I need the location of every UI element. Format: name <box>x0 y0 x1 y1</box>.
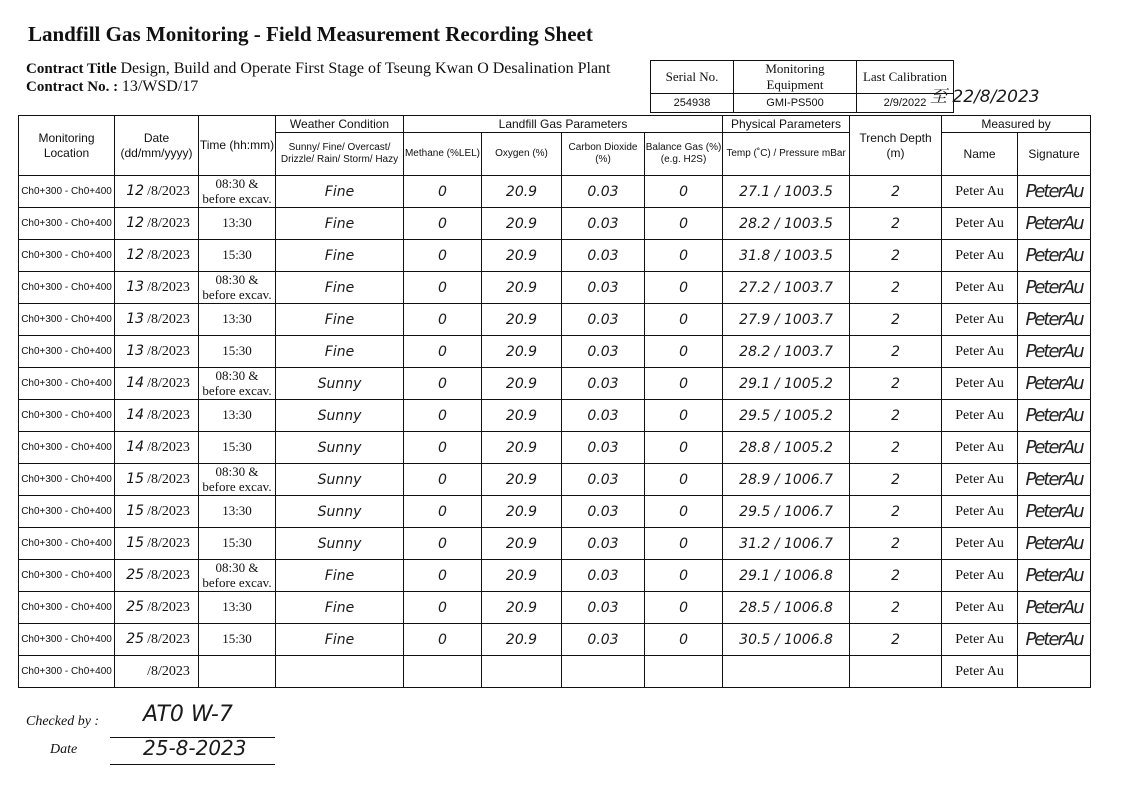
date-month-year: /8/2023 <box>147 472 190 487</box>
date-cell <box>115 624 199 656</box>
location-cell: Ch0+300 - Ch0+400 <box>19 464 115 496</box>
header-weather-sub: Sunny/ Fine/ Overcast/ Drizzle/ Rain/ Storm/ Hazy <box>276 133 404 176</box>
date-day: 12 <box>126 247 145 263</box>
name-cell: Peter Au <box>942 432 1018 464</box>
temp-pressure-cell: 28.2 / 1003.5 <box>723 208 850 240</box>
location-cell: Ch0+300 - Ch0+400 <box>19 624 115 656</box>
oxygen-cell: 20.9 <box>482 400 562 432</box>
date-month-year: /8/2023 <box>147 504 190 519</box>
time-cell: 13:30 <box>199 304 276 336</box>
date-cell <box>115 560 199 592</box>
signature-cell: PeterAu <box>1018 432 1091 464</box>
methane-cell: 0 <box>404 496 482 528</box>
time-cell: 15:30 <box>199 432 276 464</box>
oxygen-cell <box>482 656 562 688</box>
trench-depth-cell: 2 <box>850 400 942 432</box>
table-row <box>19 464 1091 496</box>
location-cell: Ch0+300 - Ch0+400 <box>19 496 115 528</box>
date-day: 13 <box>126 279 145 295</box>
balance-cell: 0 <box>645 240 723 272</box>
name-cell: Peter Au <box>942 592 1018 624</box>
date-day: 14 <box>126 375 145 391</box>
checked-by-signature: AT0 W-7 <box>143 702 233 727</box>
time-cell: 15:30 <box>199 624 276 656</box>
equipment-value: GMI-PS500 <box>734 94 857 113</box>
temp-pressure-cell: 31.2 / 1006.7 <box>723 528 850 560</box>
date-day: 15 <box>126 471 145 487</box>
co2-cell: 0.03 <box>562 432 645 464</box>
date-cell <box>115 400 199 432</box>
table-row <box>19 592 1091 624</box>
header-trench: Trench Depth (m) <box>850 116 942 176</box>
time-cell: 13:30 <box>199 208 276 240</box>
trench-depth-cell: 2 <box>850 336 942 368</box>
date-month-year: /8/2023 <box>147 568 190 583</box>
co2-cell: 0.03 <box>562 304 645 336</box>
oxygen-cell: 20.9 <box>482 368 562 400</box>
balance-cell: 0 <box>645 464 723 496</box>
date-month-year: /8/2023 <box>147 408 190 423</box>
name-cell: Peter Au <box>942 624 1018 656</box>
table-row <box>19 624 1091 656</box>
header-methane: Methane (%LEL) <box>404 133 482 176</box>
table-row <box>19 208 1091 240</box>
contract-title-label: Contract Title <box>26 61 117 77</box>
trench-depth-cell: 2 <box>850 592 942 624</box>
signature-cell: PeterAu <box>1018 464 1091 496</box>
trench-depth-cell <box>850 656 942 688</box>
date-cell <box>115 528 199 560</box>
time-cell: 08:30 & before excav. <box>199 368 276 400</box>
temp-pressure-cell: 27.2 / 1003.7 <box>723 272 850 304</box>
weather-cell: Fine <box>276 176 404 208</box>
oxygen-cell: 20.9 <box>482 272 562 304</box>
header-signature: Signature <box>1018 133 1091 176</box>
time-cell: 15:30 <box>199 336 276 368</box>
temp-pressure-cell: 29.1 / 1006.8 <box>723 560 850 592</box>
signature-cell <box>1018 656 1091 688</box>
date-day: 14 <box>126 407 145 423</box>
trench-depth-cell: 2 <box>850 528 942 560</box>
methane-cell: 0 <box>404 368 482 400</box>
date-cell <box>115 208 199 240</box>
balance-cell: 0 <box>645 208 723 240</box>
location-cell: Ch0+300 - Ch0+400 <box>19 560 115 592</box>
time-cell: 13:30 <box>199 400 276 432</box>
oxygen-cell: 20.9 <box>482 592 562 624</box>
methane-cell: 0 <box>404 400 482 432</box>
calibration-handwritten: 至 22/8/2023 <box>930 87 1040 107</box>
serial-label: Serial No. <box>651 61 734 94</box>
time-cell: 13:30 <box>199 496 276 528</box>
date-month-year: /8/2023 <box>147 280 190 295</box>
table-row <box>19 400 1091 432</box>
balance-cell: 0 <box>645 432 723 464</box>
co2-cell: 0.03 <box>562 208 645 240</box>
weather-cell: Sunny <box>276 496 404 528</box>
name-cell: Peter Au <box>942 208 1018 240</box>
methane-cell: 0 <box>404 528 482 560</box>
balance-cell: 0 <box>645 592 723 624</box>
balance-cell: 0 <box>645 528 723 560</box>
signature-cell: PeterAu <box>1018 336 1091 368</box>
methane-cell: 0 <box>404 336 482 368</box>
serial-value: 254938 <box>651 94 734 113</box>
equipment-label: Monitoring Equipment <box>734 61 857 94</box>
date-month-year: /8/2023 <box>147 184 190 199</box>
table-row <box>19 368 1091 400</box>
date-cell <box>115 592 199 624</box>
location-cell: Ch0+300 - Ch0+400 <box>19 368 115 400</box>
table-row <box>19 560 1091 592</box>
methane-cell: 0 <box>404 624 482 656</box>
contract-title-value: Design, Build and Operate First Stage of Tseung Kwan O Desalination Plant <box>120 60 611 77</box>
balance-cell: 0 <box>645 400 723 432</box>
header-temp-pressure: Temp (˚C) / Pressure mBar <box>723 133 850 176</box>
date-month-year: /8/2023 <box>147 600 190 615</box>
weather-cell: Fine <box>276 624 404 656</box>
contract-no-label: Contract No. : <box>26 79 119 95</box>
trench-depth-cell: 2 <box>850 624 942 656</box>
trench-depth-cell: 2 <box>850 496 942 528</box>
date-day: 14 <box>126 439 145 455</box>
balance-cell: 0 <box>645 176 723 208</box>
temp-pressure-cell: 28.8 / 1005.2 <box>723 432 850 464</box>
signature-cell: PeterAu <box>1018 592 1091 624</box>
location-cell: Ch0+300 - Ch0+400 <box>19 432 115 464</box>
signature-cell: PeterAu <box>1018 368 1091 400</box>
weather-cell: Fine <box>276 336 404 368</box>
balance-cell: 0 <box>645 272 723 304</box>
header-gas-group: Landfill Gas Parameters <box>404 116 723 133</box>
date-month-year: /8/2023 <box>147 536 190 551</box>
name-cell: Peter Au <box>942 176 1018 208</box>
temp-pressure-cell: 27.9 / 1003.7 <box>723 304 850 336</box>
header-balance: Balance Gas (%) (e.g. H2S) <box>645 133 723 176</box>
name-cell: Peter Au <box>942 368 1018 400</box>
temp-pressure-cell: 27.1 / 1003.5 <box>723 176 850 208</box>
signature-cell: PeterAu <box>1018 208 1091 240</box>
date-day: 13 <box>126 343 145 359</box>
balance-cell <box>645 656 723 688</box>
weather-cell: Fine <box>276 304 404 336</box>
temp-pressure-cell: 30.5 / 1006.8 <box>723 624 850 656</box>
weather-cell: Sunny <box>276 464 404 496</box>
co2-cell: 0.03 <box>562 368 645 400</box>
weather-cell: Fine <box>276 560 404 592</box>
header-date: Date (dd/mm/yyyy) <box>115 116 199 176</box>
oxygen-cell: 20.9 <box>482 496 562 528</box>
date-cell <box>115 272 199 304</box>
header-measured-group: Measured by <box>942 116 1091 133</box>
methane-cell: 0 <box>404 560 482 592</box>
oxygen-cell: 20.9 <box>482 464 562 496</box>
oxygen-cell: 20.9 <box>482 176 562 208</box>
methane-cell: 0 <box>404 432 482 464</box>
temp-pressure-cell: 28.2 / 1003.7 <box>723 336 850 368</box>
oxygen-cell: 20.9 <box>482 528 562 560</box>
trench-depth-cell: 2 <box>850 240 942 272</box>
date-month-year: /8/2023 <box>147 663 190 679</box>
date-month-year: /8/2023 <box>147 632 190 647</box>
signature-cell: PeterAu <box>1018 240 1091 272</box>
trench-depth-cell: 2 <box>850 560 942 592</box>
location-cell: Ch0+300 - Ch0+400 <box>19 240 115 272</box>
table-row <box>19 304 1091 336</box>
methane-cell: 0 <box>404 304 482 336</box>
table-row <box>19 272 1091 304</box>
name-cell: Peter Au <box>942 272 1018 304</box>
date-month-year: /8/2023 <box>147 312 190 327</box>
name-cell: Peter Au <box>942 400 1018 432</box>
signature-cell: PeterAu <box>1018 528 1091 560</box>
methane-cell: 0 <box>404 208 482 240</box>
oxygen-cell: 20.9 <box>482 624 562 656</box>
checked-by-label: Checked by : <box>26 714 100 729</box>
signature-cell: PeterAu <box>1018 560 1091 592</box>
date-cell <box>115 336 199 368</box>
oxygen-cell: 20.9 <box>482 336 562 368</box>
date-cell <box>115 176 199 208</box>
co2-cell: 0.03 <box>562 336 645 368</box>
signature-cell: PeterAu <box>1018 176 1091 208</box>
header-location: Monitoring Location <box>19 116 115 176</box>
co2-cell: 0.03 <box>562 240 645 272</box>
signature-cell: PeterAu <box>1018 400 1091 432</box>
methane-cell: 0 <box>404 592 482 624</box>
contract-title-line <box>26 60 611 78</box>
weather-cell: Fine <box>276 592 404 624</box>
weather-cell <box>276 656 404 688</box>
header-co2: Carbon Dioxide (%) <box>562 133 645 176</box>
signature-cell: PeterAu <box>1018 624 1091 656</box>
contract-no-line <box>26 78 198 96</box>
balance-cell: 0 <box>645 624 723 656</box>
date-day: 15 <box>126 503 145 519</box>
header-weather-group: Weather Condition <box>276 116 404 133</box>
date-month-year: /8/2023 <box>147 376 190 391</box>
co2-cell: 0.03 <box>562 624 645 656</box>
weather-cell: Sunny <box>276 432 404 464</box>
oxygen-cell: 20.9 <box>482 432 562 464</box>
co2-cell: 0.03 <box>562 560 645 592</box>
oxygen-cell: 20.9 <box>482 560 562 592</box>
balance-cell: 0 <box>645 304 723 336</box>
location-cell: Ch0+300 - Ch0+400 <box>19 336 115 368</box>
balance-cell: 0 <box>645 368 723 400</box>
name-cell: Peter Au <box>942 528 1018 560</box>
contract-no-value: 13/WSD/17 <box>121 78 199 95</box>
location-cell: Ch0+300 - Ch0+400 <box>19 528 115 560</box>
temp-pressure-cell <box>723 656 850 688</box>
time-cell <box>199 656 276 688</box>
weather-cell: Sunny <box>276 528 404 560</box>
balance-cell: 0 <box>645 496 723 528</box>
weather-cell: Fine <box>276 240 404 272</box>
name-cell: Peter Au <box>942 496 1018 528</box>
date-line <box>110 764 275 765</box>
location-cell: Ch0+300 - Ch0+400 <box>19 592 115 624</box>
date-cell <box>115 368 199 400</box>
co2-cell: 0.03 <box>562 464 645 496</box>
time-cell: 08:30 & before excav. <box>199 560 276 592</box>
signature-cell: PeterAu <box>1018 496 1091 528</box>
time-cell: 13:30 <box>199 592 276 624</box>
date-cell <box>115 240 199 272</box>
weather-cell: Fine <box>276 208 404 240</box>
name-cell: Peter Au <box>942 336 1018 368</box>
methane-cell: 0 <box>404 176 482 208</box>
location-cell: Ch0+300 - Ch0+400 <box>19 400 115 432</box>
date-day: 25 <box>126 599 145 615</box>
header-name: Name <box>942 133 1018 176</box>
sheet-title: Landfill Gas Monitoring - Field Measurement Recording Sheet <box>28 22 593 46</box>
table-row <box>19 240 1091 272</box>
date-month-year: /8/2023 <box>147 248 190 263</box>
temp-pressure-cell: 29.5 / 1005.2 <box>723 400 850 432</box>
co2-cell: 0.03 <box>562 528 645 560</box>
calibration-label: Last Calibration <box>857 61 954 94</box>
trench-depth-cell: 2 <box>850 432 942 464</box>
temp-pressure-cell: 31.8 / 1003.5 <box>723 240 850 272</box>
date-cell <box>115 464 199 496</box>
co2-cell: 0.03 <box>562 400 645 432</box>
trench-depth-cell: 2 <box>850 176 942 208</box>
time-cell: 15:30 <box>199 528 276 560</box>
name-cell: Peter Au <box>942 240 1018 272</box>
table-row <box>19 656 1091 688</box>
location-cell: Ch0+300 - Ch0+400 <box>19 208 115 240</box>
date-day: 12 <box>126 215 145 231</box>
trench-depth-cell: 2 <box>850 208 942 240</box>
trench-depth-cell: 2 <box>850 304 942 336</box>
date-day: 15 <box>126 535 145 551</box>
date-cell <box>115 656 199 688</box>
time-cell: 15:30 <box>199 240 276 272</box>
location-cell: Ch0+300 - Ch0+400 <box>19 304 115 336</box>
header-time: Time (hh:mm) <box>199 116 276 176</box>
temp-pressure-cell: 28.9 / 1006.7 <box>723 464 850 496</box>
oxygen-cell: 20.9 <box>482 208 562 240</box>
date-day: 25 <box>126 567 145 583</box>
header-physical-group: Physical Parameters <box>723 116 850 133</box>
balance-cell: 0 <box>645 336 723 368</box>
methane-cell: 0 <box>404 464 482 496</box>
name-cell: Peter Au <box>942 656 1018 688</box>
equipment-table <box>650 60 954 113</box>
co2-cell <box>562 656 645 688</box>
oxygen-cell: 20.9 <box>482 304 562 336</box>
temp-pressure-cell: 29.5 / 1006.7 <box>723 496 850 528</box>
methane-cell <box>404 656 482 688</box>
date-label: Date <box>50 742 78 757</box>
date-month-year: /8/2023 <box>147 216 190 231</box>
trench-depth-cell: 2 <box>850 272 942 304</box>
weather-cell: Sunny <box>276 368 404 400</box>
date-day: 12 <box>126 183 145 199</box>
signature-cell: PeterAu <box>1018 304 1091 336</box>
calibration-value: 2/9/2022 <box>857 94 954 113</box>
co2-cell: 0.03 <box>562 272 645 304</box>
trench-depth-cell: 2 <box>850 368 942 400</box>
balance-cell: 0 <box>645 560 723 592</box>
location-cell: Ch0+300 - Ch0+400 <box>19 272 115 304</box>
table-row <box>19 176 1091 208</box>
co2-cell: 0.03 <box>562 176 645 208</box>
name-cell: Peter Au <box>942 560 1018 592</box>
table-row <box>19 496 1091 528</box>
weather-cell: Fine <box>276 272 404 304</box>
oxygen-cell: 20.9 <box>482 240 562 272</box>
measurement-table <box>18 115 1091 688</box>
location-cell: Ch0+300 - Ch0+400 <box>19 176 115 208</box>
methane-cell: 0 <box>404 240 482 272</box>
signature-cell: PeterAu <box>1018 272 1091 304</box>
time-cell: 08:30 & before excav. <box>199 176 276 208</box>
table-row <box>19 336 1091 368</box>
date-day: 13 <box>126 311 145 327</box>
weather-cell: Sunny <box>276 400 404 432</box>
location-cell: Ch0+300 - Ch0+400 <box>19 656 115 688</box>
time-cell: 08:30 & before excav. <box>199 464 276 496</box>
name-cell: Peter Au <box>942 464 1018 496</box>
name-cell: Peter Au <box>942 304 1018 336</box>
temp-pressure-cell: 28.5 / 1006.8 <box>723 592 850 624</box>
date-cell <box>115 432 199 464</box>
table-row <box>19 528 1091 560</box>
checked-date: 25-8-2023 <box>143 736 247 760</box>
date-cell <box>115 496 199 528</box>
date-cell <box>115 304 199 336</box>
time-cell: 08:30 & before excav. <box>199 272 276 304</box>
table-row <box>19 432 1091 464</box>
co2-cell: 0.03 <box>562 592 645 624</box>
date-month-year: /8/2023 <box>147 344 190 359</box>
co2-cell: 0.03 <box>562 496 645 528</box>
header-oxygen: Oxygen (%) <box>482 133 562 176</box>
date-month-year: /8/2023 <box>147 440 190 455</box>
trench-depth-cell: 2 <box>850 464 942 496</box>
date-day: 25 <box>126 631 145 647</box>
temp-pressure-cell: 29.1 / 1005.2 <box>723 368 850 400</box>
methane-cell: 0 <box>404 272 482 304</box>
